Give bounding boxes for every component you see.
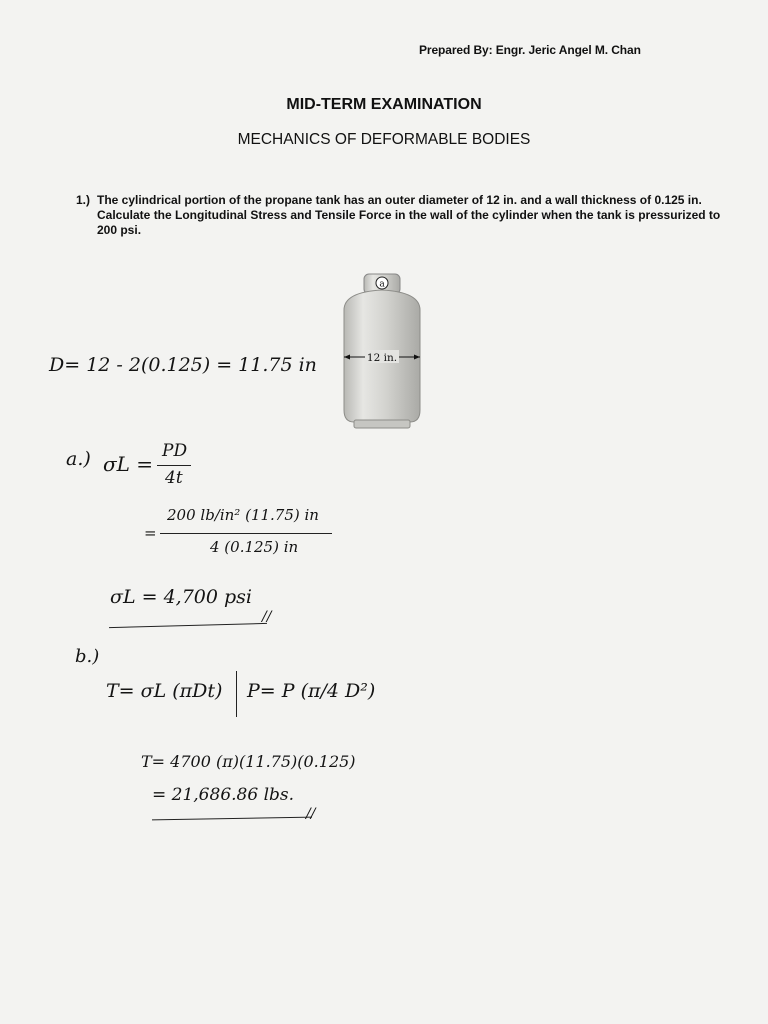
- tension-substitution: T= 4700 (π)(11.75)(0.125): [141, 752, 356, 771]
- pressure-equation: P= P (π/4 D²): [247, 680, 376, 702]
- result-a: σL = 4,700 psi: [110, 586, 253, 608]
- tension-equation: T= σL (πDt): [106, 680, 223, 702]
- inner-diameter-line: D= 12 - 2(0.125) = 11.75 in: [49, 354, 317, 376]
- figure-label-a: a: [379, 279, 385, 290]
- result-a-underline: [109, 623, 267, 628]
- equals-sign: =: [144, 524, 157, 542]
- substitution-denominator: 4 (0.125) in: [210, 538, 299, 556]
- propane-tank-figure: [330, 270, 434, 432]
- divider-bar: [236, 671, 237, 717]
- formula-fraction-bar: [157, 465, 191, 466]
- result-b: = 21,686.86 lbs.: [152, 785, 295, 805]
- part-b-label: b.): [75, 646, 100, 667]
- result-a-mark: //: [262, 609, 272, 625]
- diameter-label: 12 in.: [366, 352, 398, 364]
- problem-1: [76, 193, 726, 238]
- exam-title: MID-TERM EXAMINATION: [286, 96, 482, 113]
- sigma-l-equation: σL =: [103, 452, 154, 476]
- substitution-fraction-bar: [160, 533, 332, 534]
- exam-subject: MECHANICS OF DEFORMABLE BODIES: [237, 131, 531, 148]
- formula-numerator: PD: [162, 441, 188, 461]
- part-a-label: a.): [66, 448, 91, 470]
- formula-denominator: 4t: [165, 468, 183, 488]
- substitution-numerator: 200 lb/in² (11.75) in: [167, 506, 319, 524]
- problem-text: The cylindrical portion of the propane tank has an outer diameter of 12 in. and a wall thickness of 0.125 in. Calculate the Longitudinal Stress and Tensile Force in the wall of the cylinder when the tank is pressurized to 200 psi.: [97, 193, 721, 237]
- result-b-underline: [152, 817, 312, 821]
- result-b-mark: //: [306, 806, 316, 822]
- prepared-by: Prepared By: Engr. Jeric Angel M. Chan: [419, 43, 641, 57]
- problem-number: 1.): [76, 193, 91, 207]
